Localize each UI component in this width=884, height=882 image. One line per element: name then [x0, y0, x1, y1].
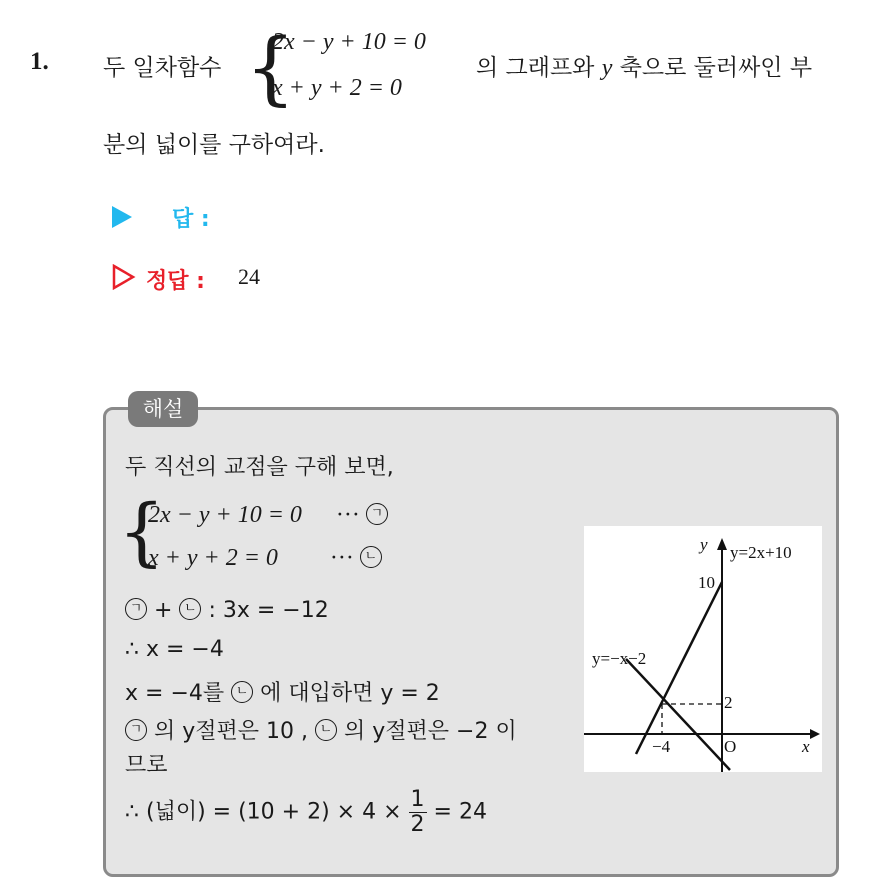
graph-svg — [584, 526, 822, 772]
graph-panel — [584, 526, 822, 772]
y-axis-arrow-icon — [717, 538, 727, 550]
explanation-tag: 해설 — [128, 391, 198, 427]
system-brace: { — [118, 489, 166, 575]
step-intercepts-end: 므로 — [125, 753, 168, 778]
x-axis-label: x — [802, 737, 810, 756]
tick-xm4: −4 — [652, 737, 671, 756]
line1-label: y=2x+10 — [730, 543, 792, 562]
step-substitute: x = −4를 ㄴ 에 대입하면 y = 2 — [125, 681, 440, 706]
explanation-intro: 두 직선의 교점을 구해 보면, — [125, 455, 394, 480]
system-eq1: 2x − y + 10 = 0 ··· ㄱ — [148, 502, 388, 529]
step-intercepts: ㄱ 의 y절편은 10 , ㄴ 의 y절편은 −2 이 — [125, 714, 517, 745]
step-x: ∴ x = −4 — [125, 637, 224, 662]
tick-y2: 2 — [724, 693, 733, 712]
step-area: ∴ (넓이) = (10 + 2) × 4 × $\frac{1}{2}$ = 24 — [125, 787, 487, 837]
mark-giyeok-icon: ㄱ — [366, 503, 388, 525]
correct-label: 정답 : — [146, 269, 205, 294]
line-y-2x-plus-10 — [636, 582, 722, 754]
mark-nieun-icon: ㄴ — [360, 546, 382, 568]
system-eq2: x + y + 2 = 0 ··· ㄴ — [148, 545, 382, 572]
question-line2: 분의 넓이를 구하여라. — [103, 132, 325, 158]
question-lead: 두 일차함수 — [103, 55, 222, 81]
tick-y10: 10 — [698, 573, 715, 592]
question-eq2: x + y + 2 = 0 — [272, 75, 402, 101]
line2-label: y=−x−2 — [592, 649, 647, 668]
question-eq1: 2x − y + 10 = 0 — [272, 29, 426, 55]
line-y-minus-x-minus-2 — [626, 659, 730, 770]
origin-label: O — [724, 737, 737, 756]
question-tail: 의 그래프와 y 축으로 둘러싸인 부 — [476, 55, 813, 81]
answer-arrow-icon — [112, 206, 132, 228]
answer-label: 답 : — [172, 207, 210, 232]
x-axis-arrow-icon — [810, 729, 820, 739]
question-number: 1. — [30, 48, 49, 75]
y-axis-label: y — [700, 535, 708, 554]
fraction-one-half: $\frac{1}{2}$ — [410, 787, 425, 837]
correct-arrow-icon — [112, 264, 136, 290]
correct-value: 24 — [238, 264, 260, 289]
step-add: ㄱ + ㄴ : 3x = −12 — [125, 598, 329, 623]
left-brace: { — [245, 21, 296, 114]
